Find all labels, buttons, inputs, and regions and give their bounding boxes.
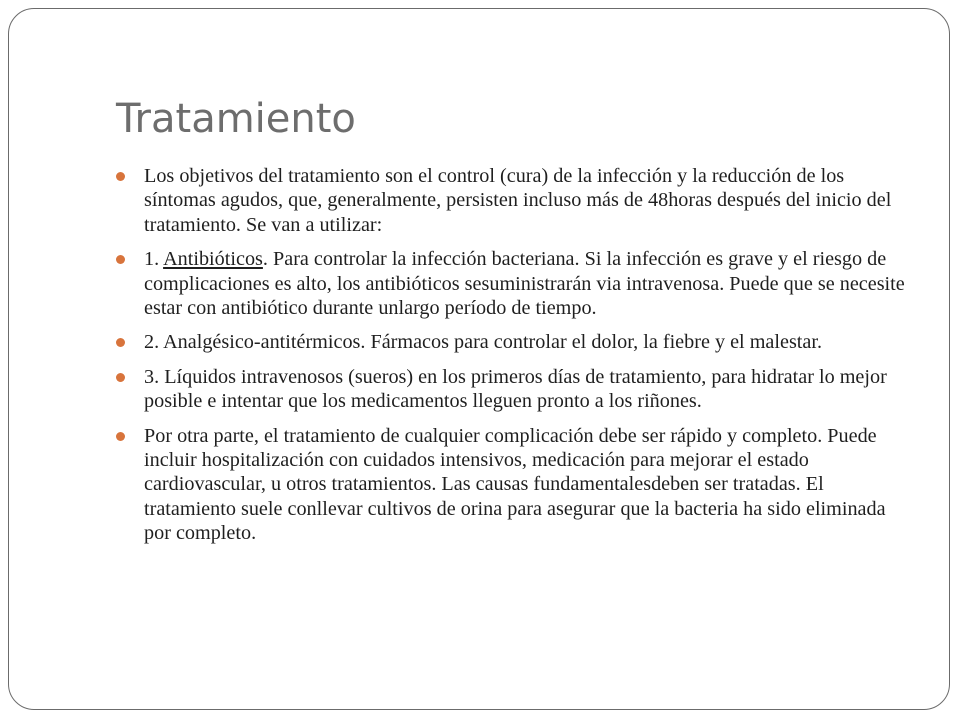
bullet-text: 3. Líquidos intravenosos (sueros) en los primeros días de tratamiento, para hidratar lo mejor posible e intentar que los medicamentos lleguen pronto a los riñones.: [144, 365, 887, 413]
bullet-item-analgesics: [116, 330, 906, 354]
bullet-text: Por otra parte, el tratamiento de cualquier complicación debe ser rápido y completo. Puede incluir hospitalización con cuidados intensivos, medicación para mejorar el estado cardiovascular, u otros tratamientos. Las causas fundamentalesdeben ser tratadas. El tratamiento suele conllevar cultivos de orina para asegurar que la bacteria ha sido eliminada por completo.: [144, 424, 886, 545]
bullet-text-underlined: Antibióticos: [163, 248, 263, 271]
bullet-dot-icon: [116, 373, 125, 382]
bullet-item-antibiotics: [116, 247, 906, 320]
bullet-dot-icon: [116, 432, 125, 441]
slide-frame: [8, 8, 950, 710]
bullet-item-complications: [116, 424, 906, 546]
bullet-list: [116, 164, 906, 556]
slide-title: Tratamiento: [116, 96, 356, 142]
bullet-text: Los objetivos del tratamiento son el control (cura) de la infección y la reducción de los síntomas agudos, que, generalmente, persisten incluso más de 48horas después del inicio del tratamiento. Se van a utilizar:: [144, 165, 892, 236]
bullet-text-prefix: 1.: [144, 248, 164, 271]
bullet-dot-icon: [116, 255, 125, 264]
bullet-item-fluids: [116, 365, 906, 414]
bullet-text: 2. Analgésico-antitérmicos. Fármacos para controlar el dolor, la fiebre y el malestar.: [144, 331, 823, 354]
bullet-text-rest: . Para controlar la infección bacteriana. Si la infección es grave y el riesgo de complicaciones es alto, los antibióticos sesuministrarán via intravenosa. Puede que se necesite estar con antibiótico durante unlargo período de tiempo.: [144, 248, 905, 320]
bullet-dot-icon: [116, 172, 125, 181]
bullet-dot-icon: [116, 338, 125, 347]
bullet-item-objectives: [116, 164, 906, 237]
